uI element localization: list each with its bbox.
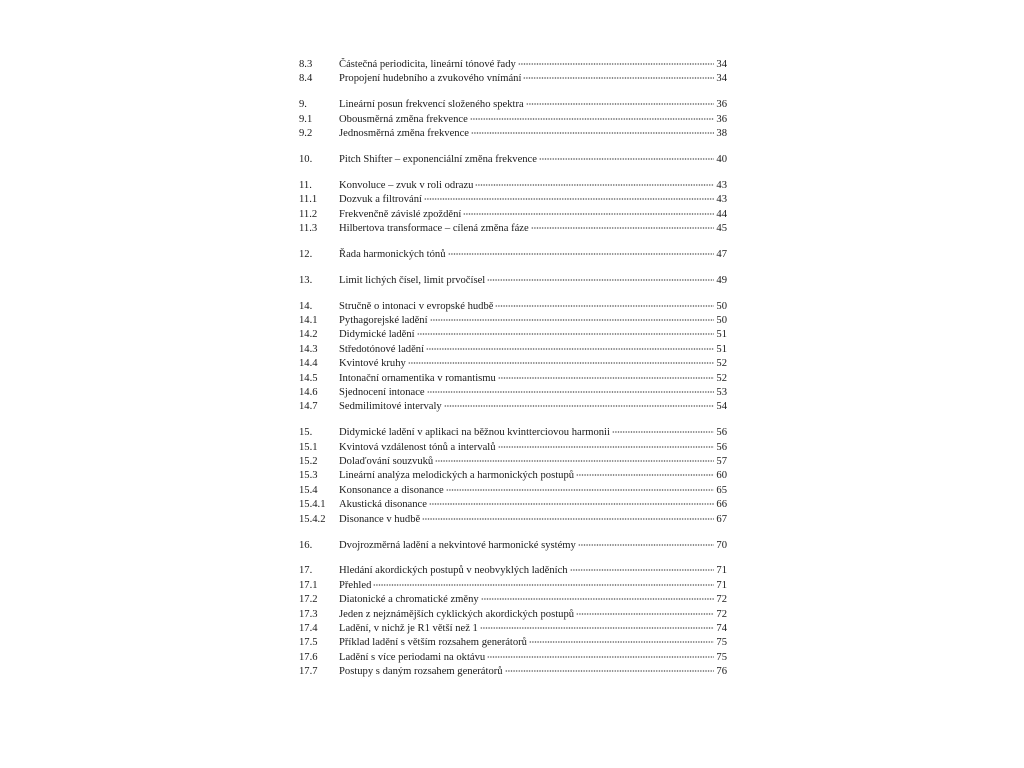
toc-entry[interactable] bbox=[299, 608, 727, 622]
toc-entry-title: Ladění, v nichž je R1 větší než 1 bbox=[339, 623, 478, 634]
dot-leader bbox=[463, 213, 714, 215]
toc-entry-page-number: 52 bbox=[716, 358, 727, 370]
toc-entry-page-number: 34 bbox=[716, 73, 727, 85]
toc-entry[interactable] bbox=[299, 274, 727, 288]
dot-leader bbox=[435, 460, 714, 462]
dot-leader bbox=[570, 569, 714, 571]
toc-entry-title: Jednosměrná změna frekvence bbox=[339, 128, 470, 140]
toc-entry-title: Konsonance a disonance bbox=[339, 484, 444, 496]
toc-entry-page-number: 74 bbox=[716, 623, 727, 634]
toc-entry[interactable] bbox=[299, 300, 727, 314]
toc-entry-page-number: 67 bbox=[716, 513, 727, 525]
toc-entry-number: 17.5 bbox=[299, 637, 318, 649]
toc-group bbox=[299, 248, 727, 262]
toc-entry[interactable] bbox=[299, 651, 727, 665]
toc-entry[interactable] bbox=[299, 208, 727, 222]
toc-entry-number: 8.3 bbox=[299, 59, 313, 70]
toc-entry-title: Disonance v hudbě bbox=[339, 513, 421, 525]
toc-entry-number: 10. bbox=[299, 153, 313, 165]
toc-entry-page-number: 36 bbox=[716, 113, 727, 125]
toc-group bbox=[299, 58, 727, 87]
toc-entry-title: Akustická disonance bbox=[339, 499, 427, 511]
toc-entry-number: 16. bbox=[299, 539, 313, 551]
toc-entry-page-number: 75 bbox=[716, 637, 727, 649]
dot-leader bbox=[446, 489, 714, 491]
toc-entry-number: 14.1 bbox=[299, 315, 318, 327]
toc-entry[interactable] bbox=[299, 314, 727, 328]
toc-entry-number: 11.1 bbox=[299, 194, 318, 206]
toc-entry-page-number: 72 bbox=[716, 594, 727, 606]
toc-entry-title: Řada harmonických tónů bbox=[339, 248, 446, 260]
dot-leader bbox=[498, 446, 714, 448]
toc-entry-page-number: 71 bbox=[716, 565, 727, 577]
toc-entry-title: Kvintová vzdálenost tónů a intervalů bbox=[339, 441, 496, 453]
toc-entry[interactable] bbox=[299, 153, 727, 167]
toc-entry-page-number: 47 bbox=[716, 248, 727, 260]
toc-entry-page-number: 43 bbox=[716, 179, 727, 191]
toc-entry-page-number: 34 bbox=[716, 59, 727, 70]
dot-leader bbox=[487, 656, 714, 658]
toc-group bbox=[299, 564, 727, 679]
toc-entry[interactable] bbox=[299, 193, 727, 207]
toc-entry-number: 14.4 bbox=[299, 358, 318, 370]
toc-entry[interactable] bbox=[299, 622, 727, 636]
toc-entry-title: Sedmilimitové intervaly bbox=[339, 401, 442, 413]
dot-leader bbox=[495, 305, 714, 307]
dot-leader bbox=[539, 158, 714, 160]
toc-entry-title: Frekvenčně závislé zpoždění bbox=[339, 208, 462, 220]
toc-entry-number: 13. bbox=[299, 274, 313, 286]
toc-entry-number: 14.5 bbox=[299, 372, 318, 384]
toc-entry[interactable] bbox=[299, 386, 727, 400]
toc-entry-title: Dolaďování souzvuků bbox=[339, 456, 434, 468]
toc-entry-title: Pitch Shifter – exponenciální změna frekvence bbox=[339, 153, 537, 165]
toc-entry-title: Intonační ornamentika v romantismu bbox=[339, 372, 496, 384]
toc-entry[interactable] bbox=[299, 179, 727, 193]
toc-entry-number: 14. bbox=[299, 300, 313, 312]
toc-entry-title: Hledání akordických postupů v neobvyklých laděních bbox=[339, 565, 568, 577]
toc-entry-title: Didymické ladění v aplikaci na běžnou kvintterciovou harmonii bbox=[339, 427, 610, 439]
toc-entry-page-number: 36 bbox=[716, 99, 727, 111]
toc-entry-title: Lineární analýza melodických a harmonických postupů bbox=[339, 470, 575, 482]
toc-entry-number: 15. bbox=[299, 427, 313, 439]
dot-leader bbox=[480, 627, 714, 629]
toc-entry[interactable] bbox=[299, 343, 727, 357]
toc-entry[interactable] bbox=[299, 593, 727, 607]
toc-entry-title: Sjednocení intonace bbox=[339, 387, 425, 399]
toc-entry-page-number: 75 bbox=[716, 651, 727, 663]
toc-entry-number: 11. bbox=[299, 179, 312, 191]
toc-entry-page-number: 71 bbox=[716, 579, 727, 591]
toc-entry[interactable] bbox=[299, 469, 727, 483]
dot-leader bbox=[426, 348, 714, 350]
dot-leader bbox=[430, 319, 714, 321]
dot-leader bbox=[417, 333, 714, 335]
toc-entry-number: 14.3 bbox=[299, 343, 318, 355]
toc-entry[interactable] bbox=[299, 400, 727, 414]
toc-entry[interactable] bbox=[299, 127, 727, 141]
dot-leader bbox=[470, 118, 714, 120]
toc-entry-number: 15.3 bbox=[299, 470, 318, 482]
toc-entry[interactable] bbox=[299, 58, 727, 72]
toc-entry-page-number: 66 bbox=[716, 499, 727, 511]
toc-entry-page-number: 60 bbox=[716, 470, 727, 482]
dot-leader bbox=[429, 503, 714, 505]
toc-group bbox=[299, 274, 727, 288]
toc-entry-title: Částečná periodicita, lineární tónové řady bbox=[339, 59, 516, 70]
dot-leader bbox=[448, 253, 715, 255]
toc-entry[interactable] bbox=[299, 665, 727, 679]
toc-entry-page-number: 65 bbox=[716, 484, 727, 496]
dot-leader bbox=[422, 518, 714, 520]
toc-entry-page-number: 50 bbox=[716, 315, 727, 327]
toc-entry[interactable] bbox=[299, 426, 727, 440]
toc-entry-number: 17.1 bbox=[299, 579, 318, 591]
toc-entry-title: Středotónové ladění bbox=[339, 343, 425, 355]
dot-leader bbox=[518, 63, 714, 65]
toc-entry-number: 14.6 bbox=[299, 387, 318, 399]
toc-entry-number: 17.6 bbox=[299, 651, 318, 663]
dot-leader bbox=[576, 613, 714, 615]
toc-entry-number: 17.2 bbox=[299, 594, 318, 606]
dot-leader bbox=[529, 641, 714, 643]
toc-entry-number: 15.4 bbox=[299, 484, 318, 496]
toc-entry-page-number: 72 bbox=[716, 608, 727, 620]
toc-entry-title: Dozvuk a filtrování bbox=[339, 194, 422, 206]
toc-entry-page-number: 45 bbox=[716, 223, 727, 235]
toc-entry[interactable] bbox=[299, 72, 727, 86]
toc-entry-title: Kvintové kruhy bbox=[339, 358, 406, 370]
toc-entry-title: Lineární posun frekvencí složeného spektra bbox=[339, 99, 524, 111]
toc-entry-number: 15.2 bbox=[299, 456, 318, 468]
toc-entry-number: 17. bbox=[299, 565, 313, 577]
toc-entry-page-number: 49 bbox=[716, 274, 727, 286]
toc-entry[interactable] bbox=[299, 455, 727, 469]
toc-entry-page-number: 56 bbox=[716, 441, 727, 453]
dot-leader bbox=[487, 279, 714, 281]
toc-entry-number: 11.3 bbox=[299, 223, 318, 235]
toc-entry-title: Hilbertova transformace – cílená změna fáze bbox=[339, 223, 529, 235]
toc-entry-title: Dvojrozměrná ladění a nekvintové harmonické systémy bbox=[339, 539, 576, 551]
dot-leader bbox=[526, 103, 714, 105]
toc-entry-title: Přehled bbox=[339, 579, 372, 591]
dot-leader bbox=[576, 474, 714, 476]
toc-entry-number: 9.1 bbox=[299, 113, 313, 125]
toc-entry-title: Konvoluce – zvuk v roli odrazu bbox=[339, 179, 474, 191]
toc-entry-title: Příklad ladění s větším rozsahem generátorů bbox=[339, 637, 527, 649]
toc-entry-page-number: 53 bbox=[716, 387, 727, 399]
toc-entry[interactable] bbox=[299, 98, 727, 112]
toc-entry-page-number: 57 bbox=[716, 456, 727, 468]
toc-entry-number: 15.1 bbox=[299, 441, 318, 453]
dot-leader bbox=[408, 362, 714, 364]
dot-leader bbox=[578, 544, 714, 546]
toc-entry-page-number: 51 bbox=[716, 329, 727, 341]
toc-entry[interactable] bbox=[299, 372, 727, 386]
toc-entry-page-number: 52 bbox=[716, 372, 727, 384]
toc-group bbox=[299, 426, 727, 527]
toc-entry-page-number: 38 bbox=[716, 128, 727, 140]
toc-entry[interactable] bbox=[299, 636, 727, 650]
dot-leader bbox=[471, 132, 714, 134]
toc-entry[interactable] bbox=[299, 113, 727, 127]
toc-entry-number: 17.4 bbox=[299, 623, 318, 634]
toc-entry-number: 17.3 bbox=[299, 608, 318, 620]
toc-entry[interactable] bbox=[299, 579, 727, 593]
toc-entry-page-number: 43 bbox=[716, 194, 727, 206]
toc-entry[interactable] bbox=[299, 498, 727, 512]
toc-entry-number: 9.2 bbox=[299, 128, 313, 140]
dot-leader bbox=[498, 377, 714, 379]
toc-entry-page-number: 40 bbox=[716, 153, 727, 165]
toc-entry-page-number: 51 bbox=[716, 343, 727, 355]
dot-leader bbox=[427, 391, 714, 393]
toc-entry-title: Stručně o intonaci v evropské hudbě bbox=[339, 300, 494, 312]
toc-group bbox=[299, 153, 727, 167]
toc-entry-number: 14.7 bbox=[299, 401, 318, 413]
toc-entry-number: 9. bbox=[299, 99, 307, 111]
toc-entry-page-number: 70 bbox=[716, 539, 727, 551]
toc-entry-number: 11.2 bbox=[299, 208, 318, 220]
toc-entry-title: Diatonické a chromatické změny bbox=[339, 594, 479, 606]
dot-leader bbox=[475, 184, 714, 186]
toc-entry[interactable] bbox=[299, 357, 727, 371]
dot-leader bbox=[424, 198, 714, 200]
toc-entry[interactable] bbox=[299, 328, 727, 342]
toc-entry[interactable] bbox=[299, 248, 727, 262]
toc-entry-number: 14.2 bbox=[299, 329, 318, 341]
toc-entry[interactable] bbox=[299, 441, 727, 455]
toc-entry-title: Propojení hudebního a zvukového vnímání bbox=[339, 73, 522, 85]
toc-entry[interactable] bbox=[299, 484, 727, 498]
dot-leader bbox=[523, 77, 714, 79]
toc-entry[interactable] bbox=[299, 513, 727, 527]
dot-leader bbox=[531, 227, 714, 229]
toc-entry-title: Postupy s daným rozsahem generátorů bbox=[339, 666, 503, 678]
toc-entry[interactable] bbox=[299, 222, 727, 236]
dot-leader bbox=[481, 598, 714, 600]
toc-entry-title: Ladění s více periodami na oktávu bbox=[339, 651, 486, 663]
table-of-contents bbox=[299, 58, 727, 691]
dot-leader bbox=[373, 584, 714, 586]
dot-leader bbox=[444, 405, 714, 407]
toc-group bbox=[299, 539, 727, 553]
toc-group bbox=[299, 179, 727, 237]
toc-entry-title: Jeden z nejznámějších cyklických akordických postupů bbox=[339, 608, 575, 620]
toc-entry-page-number: 44 bbox=[716, 208, 727, 220]
toc-entry-title: Pythagorejské ladění bbox=[339, 315, 428, 327]
toc-entry-page-number: 76 bbox=[716, 666, 727, 678]
dot-leader bbox=[612, 431, 714, 433]
toc-entry-number: 12. bbox=[299, 248, 313, 260]
toc-entry[interactable] bbox=[299, 564, 727, 578]
toc-entry-page-number: 50 bbox=[716, 300, 727, 312]
toc-group bbox=[299, 300, 727, 415]
toc-group bbox=[299, 98, 727, 141]
toc-entry-title: Didymické ladění bbox=[339, 329, 415, 341]
toc-entry-number: 15.4.1 bbox=[299, 499, 326, 511]
toc-entry-title: Limit lichých čísel, limit prvočísel bbox=[339, 274, 486, 286]
toc-entry-number: 8.4 bbox=[299, 73, 313, 85]
toc-entry-page-number: 56 bbox=[716, 427, 727, 439]
toc-entry-number: 15.4.2 bbox=[299, 513, 326, 525]
toc-entry[interactable] bbox=[299, 539, 727, 553]
toc-entry-number: 17.7 bbox=[299, 666, 318, 678]
dot-leader bbox=[505, 670, 714, 672]
toc-entry-title: Obousměrná změna frekvence bbox=[339, 113, 468, 125]
toc-entry-page-number: 54 bbox=[716, 401, 727, 413]
